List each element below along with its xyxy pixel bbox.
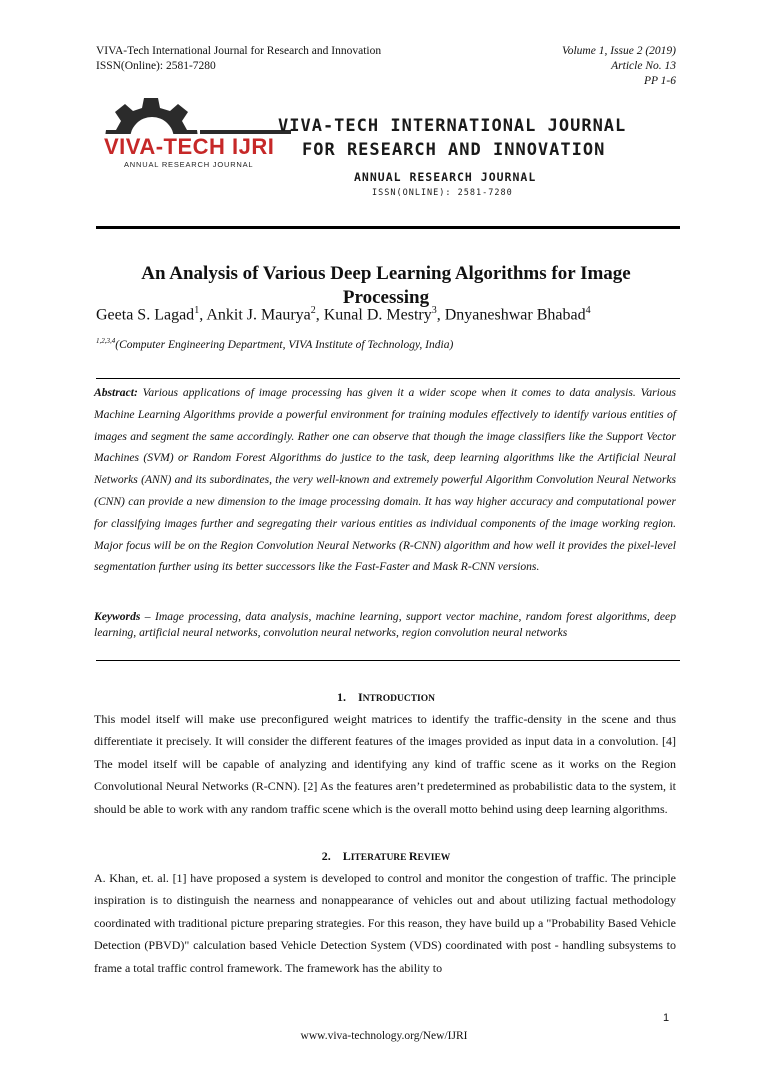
section-number: 1. [337, 690, 346, 704]
abstract-text: Various applications of image processing has given it a wider scope when it comes to data analysis. Various Machine Learning Algorithms provide a powerful environment for training modules effectively to identify various entities of images and segment the same accordingly. Rather one can observe that though the image classifiers like the Support Vector Machines (SVM) or Random Forest Algorithms do justice to the task, deep learning algorithms like the Artificial Neural Networks (ANN) and its subordinates, the very well-known and extremely powerful Algorithm Convolution Neural Networks (CNN) can provide a new dimension to the image processing domain. It has way higher accuracy and computational power for classifying images further and segregating their various entities as individual components of the image working region. Major focus will be on the Region Convolution Neural Networks (R-CNN) algorithm and how well it provides the pixel-level segmentation further using its better successors like the Fast-Faster and Mask R-CNN versions. [94, 386, 676, 574]
affiliation-marks: 1,2,3,4 [96, 337, 116, 345]
running-header-left [96, 44, 381, 74]
section-title-initial: L [342, 849, 351, 863]
logo-subtitle: ANNUAL RESEARCH JOURNAL [124, 160, 254, 169]
author-affiliation-mark: 4 [585, 305, 591, 316]
banner-title-line1: VIVA-TECH INTERNATIONAL JOURNAL [278, 116, 627, 136]
section-heading-literature-review [96, 847, 676, 865]
section-title-rest: NTRODUCTION [362, 694, 435, 704]
article-number: Article No. 13 [611, 60, 676, 72]
section-title-rest: ITERATURE [350, 853, 409, 863]
issn-online: ISSN(Online): 2581-7280 [96, 60, 216, 72]
author-name: Geeta S. Lagad [96, 306, 195, 324]
banner-divider [96, 226, 680, 229]
banner-title-line2: FOR RESEARCH AND INNOVATION [302, 140, 606, 160]
abstract [94, 382, 676, 578]
logo-name: VIVA-TECH IJRI [100, 134, 278, 160]
section-heading-introduction [96, 688, 676, 706]
author-affiliation-mark: 3 [431, 305, 437, 316]
footer-url[interactable]: www.viva-technology.org/New/IJRI [300, 1030, 468, 1042]
running-header-right [456, 44, 676, 89]
paper-title: An Analysis of Various Deep Learning Algorithms for Image Processing [141, 263, 631, 308]
affiliation [96, 337, 453, 351]
author-affiliation-mark: 1 [194, 305, 200, 316]
banner-annual: ANNUAL RESEARCH JOURNAL [354, 170, 537, 184]
page-number: 1 [663, 1012, 670, 1024]
journal-name: VIVA-Tech International Journal for Research and Innovation [96, 45, 382, 57]
volume-issue: Volume 1, Issue 2 (2019) [561, 45, 676, 57]
affiliation-text: (Computer Engineering Department, VIVA Institute of Technology, India) [115, 338, 454, 351]
section-number: 2. [321, 849, 331, 863]
author-affiliation-mark: 2 [310, 305, 316, 316]
author-name: Dnyaneshwar Bhabad [444, 306, 586, 324]
author-name: Kunal D. Mestry [323, 306, 432, 324]
author-name: Ankit J. Maurya [206, 306, 311, 324]
section-body-introduction: This model itself will make use preconfigured weight matrices to identify the traffic-density in the scene and thus differentiate it precisely. It will consider the different features of the images provided as input data in a convolution. [4] The model itself will be capable of analyzing and identifying any kind of traffic scene as it works on the Region Convolutional Neural Networks (R-CNN). [2] As the features aren’t predetermined as probabilistic data to the system, it should be able to work with any random traffic scene which is the overall motto behind using deep learning algorithms. [94, 712, 676, 816]
section-title-initial: R [408, 849, 418, 863]
abstract-top-rule [96, 378, 680, 379]
section-title-initial: I [358, 690, 363, 704]
keywords-bottom-rule [96, 660, 680, 661]
keywords-text: Image processing, data analysis, machine learning, support vector machine, random forest algorithms, deep learning, artificial neural networks, convolution neural networks, region convolution neural networks [94, 610, 677, 639]
section-body-literature-review: A. Khan, et. al. [1] have proposed a system is developed to control and monitor the congestion of traffic. The principle inspiration is to distinguish the nearness and nonappearance of vehicles out and about utilizing factual methodology coordinated with traditional picture preparing strategies. For this reason, they have build up a "Probability Based Vehicle Detection (PBVD)" calculation based Vehicle Detection System (VDS) coordinated with post - handling subsystems to frame a total traffic control framework. The framework has the ability to [94, 871, 676, 975]
banner-issn: ISSN(ONLINE): 2581-7280 [372, 188, 513, 198]
abstract-label: Abstract: [94, 386, 138, 399]
page-range: PP 1-6 [643, 75, 676, 87]
author-list: Geeta S. Lagad$^1$, Ankit J. Maurya$^2$, Kunal D. Mestry$^3$, Dnyaneshwar Bhabad$^4$ [96, 305, 591, 324]
section-title-rest: EVIEW [417, 853, 451, 863]
keywords: Keywords – Image processing, data analysis, machine learning, support vector machine, random forest algorithms, deep learning, artificial neural networks, convolution neural networks, region convolution neural networks [94, 610, 677, 639]
keywords-label: Keywords [94, 610, 141, 623]
